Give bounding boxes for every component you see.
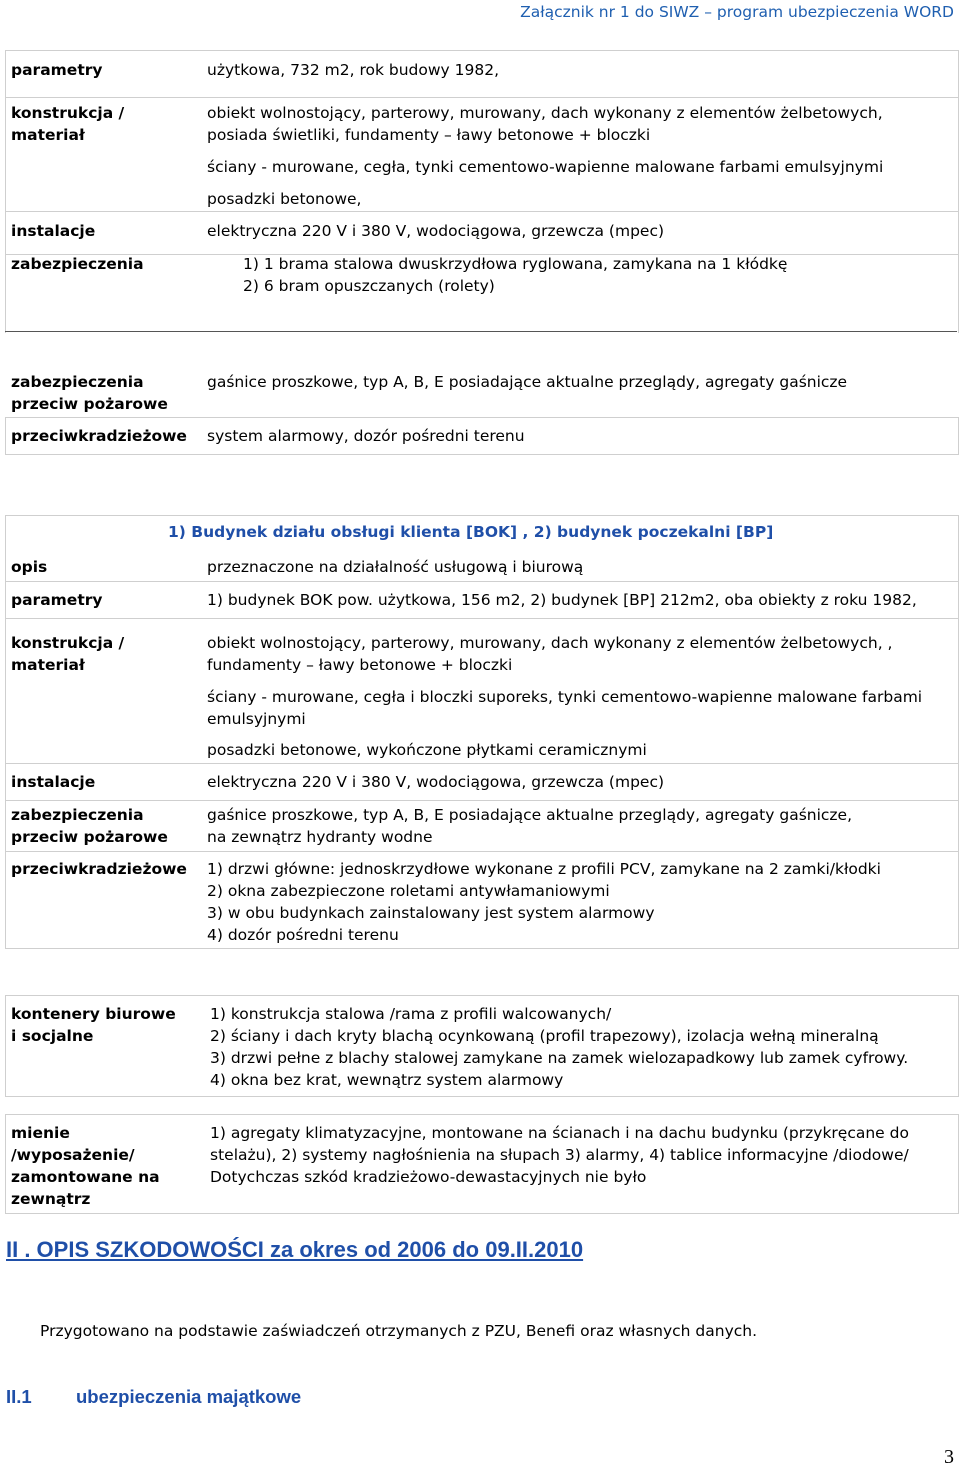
block3-parametry-label: parametry <box>11 591 103 609</box>
block3-posadzki-text: posadzki betonowe, wykończone płytkami ceramicznymi <box>207 741 647 759</box>
block5-label: mienie /wyposażenie/ zamontowane na zewnątrz <box>11 1124 160 1208</box>
block4-text: 1) konstrukcja stalowa /rama z profili walcowanych/ 2) ściany i dach kryty blachą ocynkowaną (profil trapezowy), izolacja wełną mineralną 3) drzwi pełne z blachy stalowej zamykane na zamek wielozapadkowy lub zamek cyfrowy. 4) okna bez krat, wewnątrz system alarmowy <box>210 1005 909 1089</box>
attachment-header: Załącznik nr 1 do SIWZ – program ubezpieczenia WORD <box>520 3 954 21</box>
section2-heading: II . OPIS SZKODOWOŚCI za okres od 2006 do 09.II.2010 <box>6 1237 584 1262</box>
block3-sciany-text: ściany - murowane, cegła i bloczki suporeks, tynki cementowo-wapienne malowane farbami emulsyjnymi <box>207 688 923 728</box>
section2-sub-number: II.1 <box>6 1386 32 1407</box>
block1-parametry-label: parametry <box>11 61 103 79</box>
block2-ppoz-label: zabezpieczenia przeciw pożarowe <box>11 373 168 413</box>
block1-parametry-value: użytkowa, 732 m2, rok budowy 1982, <box>207 61 500 79</box>
block3-kradziez-label: przeciwkradzieżowe <box>11 860 187 878</box>
block3-ppoz-label: zabezpieczenia przeciw pożarowe <box>11 806 168 846</box>
block1-bottom-rule <box>5 331 957 332</box>
block4-label: kontenery biurowe i socjalne <box>11 1005 176 1045</box>
block3-parametry-value: 1) budynek BOK pow. użytkowa, 156 m2, 2) budynek [BP] 212m2, oba obiekty z roku 1982, <box>207 591 917 609</box>
block3-instalacje-label: instalacje <box>11 773 96 791</box>
block3-konstrukcja-label: konstrukcja / materiał <box>11 634 125 674</box>
block1-zabezpieczenia-text: 1) 1 brama stalowa dwuskrzydłowa ryglowana, zamykana na 1 kłódkę 2) 6 bram opuszczanych (rolety) <box>243 255 788 295</box>
block1-instalacje-label: instalacje <box>11 222 96 240</box>
section2-sub-title: ubezpieczenia majątkowe <box>76 1386 302 1407</box>
block3-instalacje-value: elektryczna 220 V i 380 V, wodociągowa, grzewcza (mpec) <box>207 773 665 791</box>
page-number: 3 <box>944 1446 954 1468</box>
block1-instalacje-value: elektryczna 220 V i 380 V, wodociągowa, grzewcza (mpec) <box>207 222 665 240</box>
block5-text: 1) agregaty klimatyzacyjne, montowane na ścianach i na dachu budynku (przykręcane do stelażu), 2) systemy nagłośnienia na słupach 3) alarmy, 4) tablice informacyjne /diodowe/ Dotychczas szkód kradzieżowo-dewastacyjnych nie było <box>210 1124 909 1186</box>
section2-note: Przygotowano na podstawie zaświadczeń otrzymanych z PZU, Benefi oraz własnych danych. <box>40 1322 758 1340</box>
block2-kradziez-label: przeciwkradzieżowe <box>11 427 187 445</box>
block3-ppoz-text: gaśnice proszkowe, typ A, B, E posiadające aktualne przeglądy, agregaty gaśnicze, na zewnątrz hydranty wodne <box>207 806 853 846</box>
block3-title: 1) Budynek działu obsługi klienta [BOK] , 2) budynek poczekalni [BP] <box>168 523 774 541</box>
block1-sciany-text: ściany - murowane, cegła, tynki cementowo-wapienne malowane farbami emulsyjnymi <box>207 158 884 176</box>
block3-opis-value: przeznaczone na działalność usługową i biurową <box>207 558 584 576</box>
block1-konstrukcja-label: konstrukcja / materiał <box>11 104 125 144</box>
block1-konstrukcja-text: obiekt wolnostojący, parterowy, murowany, dach wykonany z elementów żelbetowych, posiada świetliki, fundamenty – ławy betonowe + bloczki <box>207 104 883 144</box>
block3-opis-label: opis <box>11 558 48 576</box>
block3-konstrukcja-text: obiekt wolnostojący, parterowy, murowany, dach wykonany z elementów żelbetowych, , fundamenty – ławy betonowe + bloczki <box>207 634 893 674</box>
block1-zabezpieczenia-label: zabezpieczenia <box>11 255 144 273</box>
block3-kradziez-text: 1) drzwi główne: jednoskrzydłowe wykonane z profili PCV, zamykane na 2 zamki/kłodki 2) okna zabezpieczone roletami antywłamaniowymi 3) w obu budynkach zainstalowany jest system alarmowy 4) dozór pośredni terenu <box>207 860 881 944</box>
block2-ppoz-value: gaśnice proszkowe, typ A, B, E posiadające aktualne przeglądy, agregaty gaśnicze <box>207 373 848 391</box>
block1-posadzki-text: posadzki betonowe, <box>207 190 362 208</box>
block2-kradziez-value: system alarmowy, dozór pośredni terenu <box>207 427 525 445</box>
